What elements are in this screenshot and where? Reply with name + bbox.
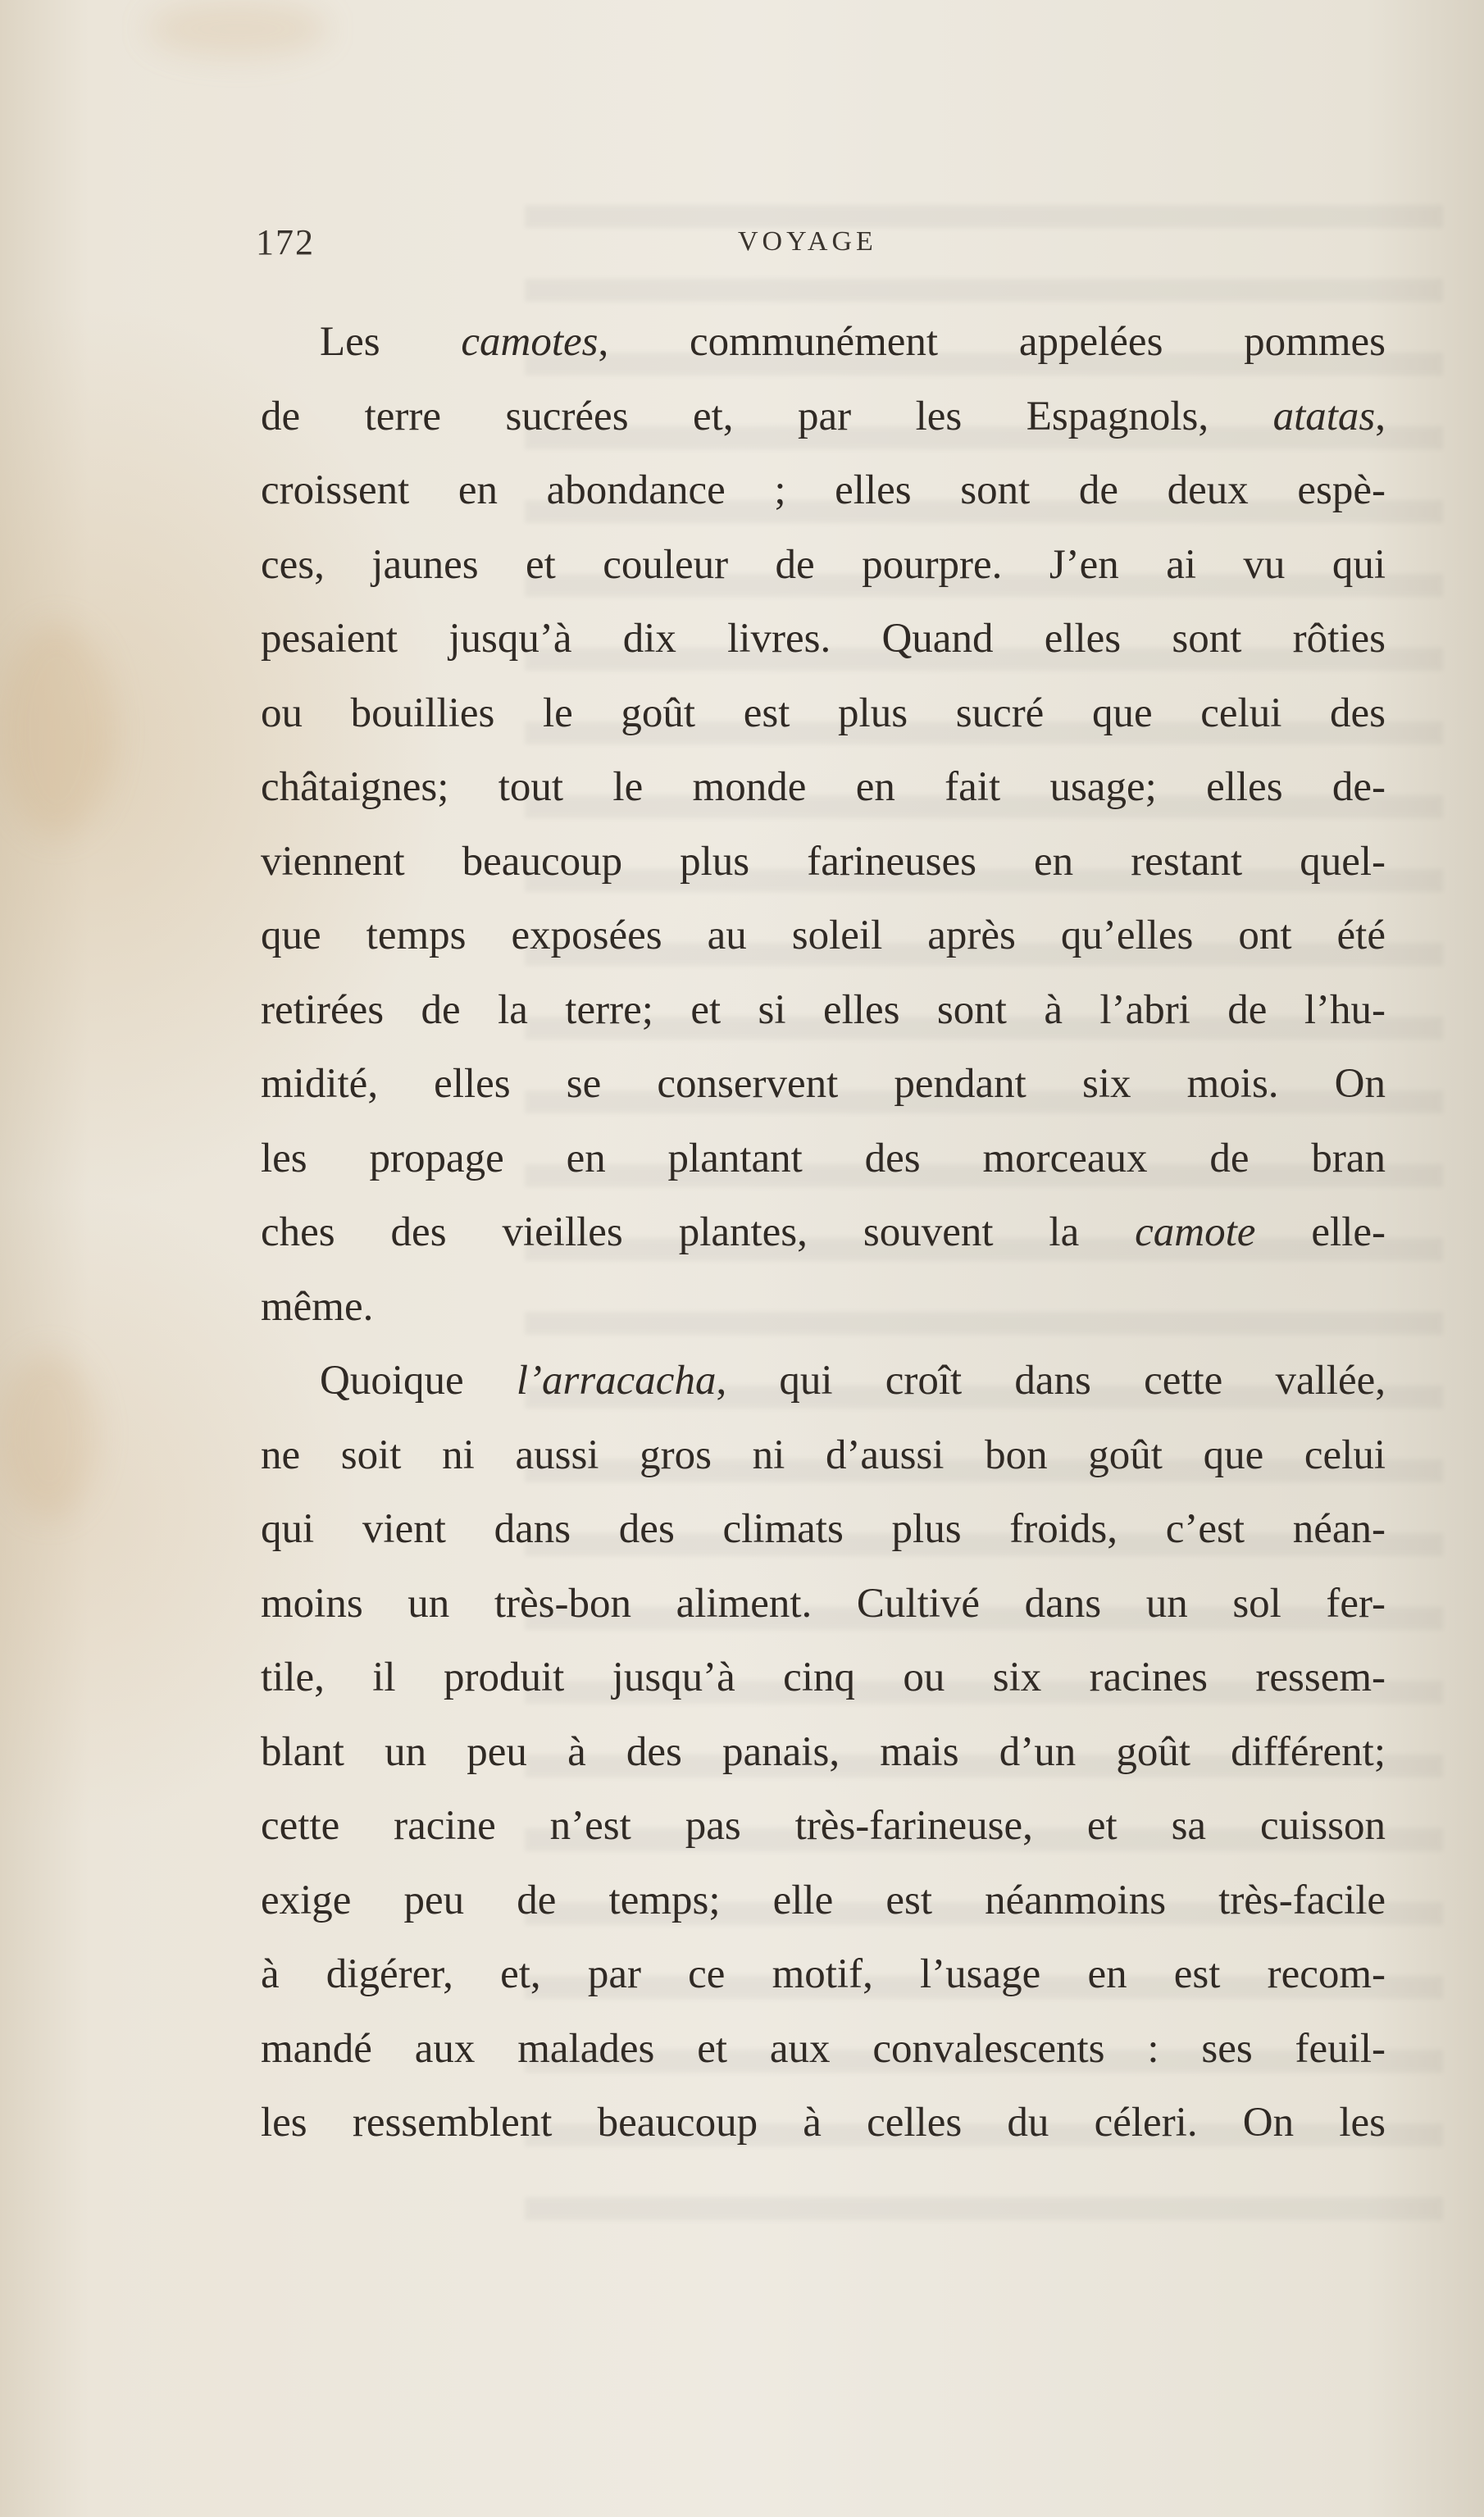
text-line: les ressemblent beaucoup à celles du céleri. On les [261,2100,1386,2146]
page-header [0,221,1484,271]
text-line: même. [261,1283,374,1330]
text-line: ou bouillies le goût est plus sucré que celui des [261,690,1386,736]
text-line: viennent beaucoup plus farineuses en restant quel- [261,838,1386,885]
text-line: ne soit ni aussi gros ni d’aussi bon goût que celui [261,1431,1386,1478]
text-line: Les camotes, communément appelées pommes [320,319,1386,365]
text-line: exige peu de temps; elle est néanmoins très-facile [261,1877,1386,1923]
text-line: Quoique l’arracacha, qui croît dans cette vallée, [320,1358,1386,1404]
text-line: ches des vieilles plantes, souvent la camote elle- [261,1209,1386,1255]
text-line: retirées de la terre; et si elles sont à l’abri de l’hu- [261,986,1386,1033]
text-line: ces, jaunes et couleur de pourpre. J’en ai vu qui [261,541,1386,588]
text-line: qui vient dans des climats plus froids, c’est néan- [261,1506,1386,1552]
foxing-stain [148,0,328,57]
text-line: moins un très-bon aliment. Cultivé dans un sol fer- [261,1580,1386,1627]
text-line: cette racine n’est pas très-farineuse, et sa cuisson [261,1803,1386,1849]
text-line: tile, il produit jusqu’à cinq ou six racines ressem- [261,1654,1386,1700]
running-head: VOYAGE [738,226,877,257]
body-text [261,305,1386,2160]
text-line: midité, elles se conservent pendant six mois. On [261,1061,1386,1107]
text-line: châtaignes; tout le monde en fait usage; elles de- [261,764,1386,810]
text-line: de terre sucrées et, par les Espagnols, atatas, [261,393,1386,439]
foxing-stain [0,1353,98,1517]
text-line: blant un peu à des panais, mais d’un goût différent; [261,1728,1386,1775]
foxing-stain [0,623,115,836]
text-line: que temps exposées au soleil après qu’elles ont été [261,913,1386,958]
text-line: croissent en abondance ; elles sont de deux espè- [261,467,1386,513]
text-line: à digérer, et, par ce motif, l’usage en est recom- [261,1951,1386,1997]
text-line: les propage en plantant des morceaux de bran [261,1135,1386,1181]
text-line: pesaient jusqu’à dix livres. Quand elles sont rôties [261,616,1386,662]
text-line: mandé aux malades et aux convalescents : ses feuil- [261,2025,1386,2072]
page-number: 172 [256,222,315,262]
